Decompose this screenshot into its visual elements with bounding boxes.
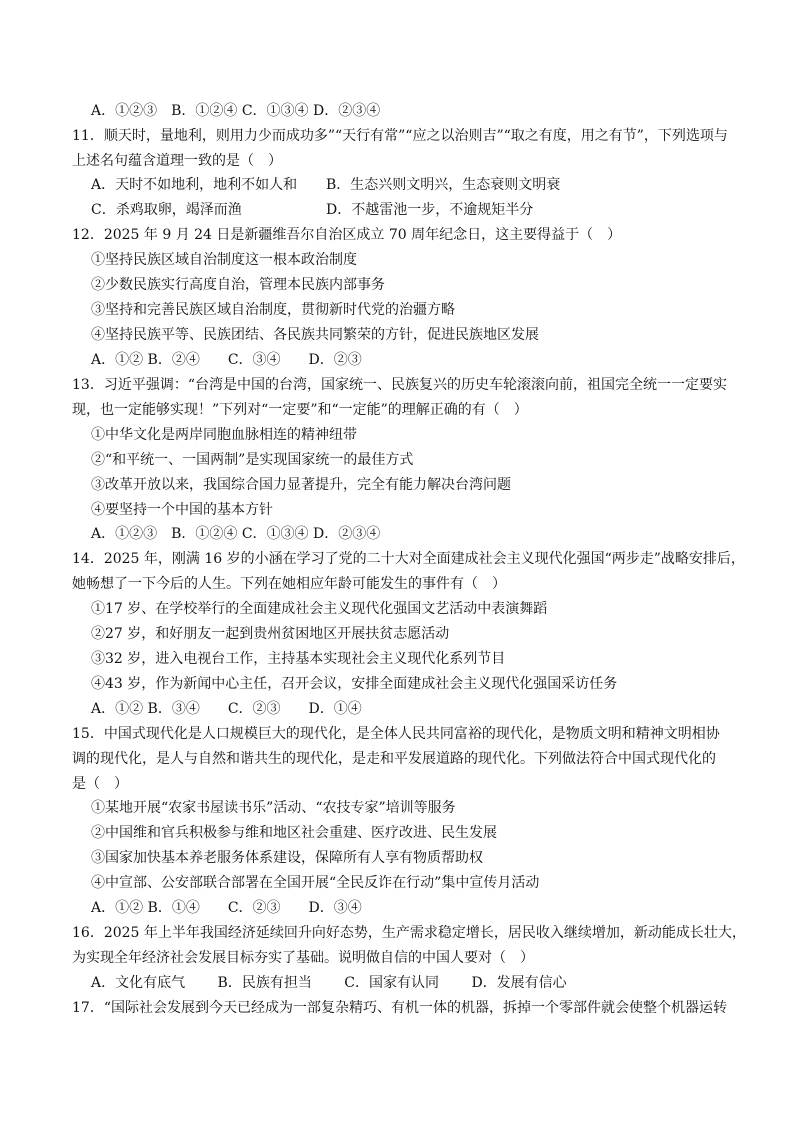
q10-options: A．①②③ B．①②④ C．①③④ D．②③④ [91, 103, 381, 119]
q12-options: A．①② B．②④ C．③④ D．②③ [91, 352, 362, 368]
q12-item-3: ③坚持和完善民族区域自治制度，贯彻新时代党的治疆方略 [91, 302, 455, 318]
q13-item-1: ①中华文化是两岸同胞血脉相连的精神纽带 [91, 427, 357, 443]
q14-options: A．①② B．③④ C．②③ D．①④ [91, 701, 362, 717]
q13-item-4: ④要坚持一个中国的基本方针 [91, 502, 273, 518]
q11-options-row-2 [91, 200, 533, 220]
q16-options: A．文化有底气 B．民族有担当 C．国家有认同 D．发展有信心 [91, 975, 567, 991]
q14-item-2: ②27 岁，和好朋友一起到贵州贫困地区开展扶贫志愿活动 [91, 626, 450, 642]
q13-item-2: ②“和平统一、一国两制”是实现国家统一的最佳方式 [91, 452, 414, 468]
q15-item-1: ①某地开展“农家书屋读书乐”活动、“农技专家”培训等服务 [91, 800, 456, 816]
q15-options: A．①② B．①④ C．②③ D．③④ [91, 900, 362, 916]
q14-stem-line-2: 她畅想了一下今后的人生。下列在她相应年龄可能发生的事件有（ ） [72, 576, 506, 592]
q16-stem-line-2: 为实现全年经济社会发展目标夯实了基础。说明做自信的中国人要对（ ） [72, 950, 534, 966]
q14-stem-line-1: 14．2025 年，刚满 16 岁的小涵在学习了党的二十大对全面建成社会主义现代化强国“两步走”战略安排后， [72, 551, 745, 567]
q12-stem: 12．2025 年 9 月 24 日是新疆维吾尔自治区成立 70 周年纪念日，这主要得益于（ ） [72, 227, 622, 243]
q11-option-d: D．不越雷池一步，不逾规矩半分 [326, 202, 534, 218]
q13-stem-line-1: 13．习近平强调：“台湾是中国的台湾，国家统一、民族复兴的历史车轮滚滚向前，祖国完全统一一定要实 [72, 377, 727, 393]
q17-stem-line-1: 17．“国际社会发展到今天已经成为一部复杂精巧、有机一体的机器，拆掉一个零部件就会使整个机器运转 [72, 1000, 727, 1016]
q11-option-a: A．天时不如地利，地利不如人和 [91, 177, 298, 193]
q12-item-1: ①坚持民族区域自治制度这一根本政治制度 [91, 252, 357, 268]
q15-item-4: ④中宣部、公安部联合部署在全国开展“全民反诈在行动”集中宣传月活动 [91, 875, 540, 891]
q13-item-3: ③改革开放以来，我国综合国力显著提升，完全有能力解决台湾问题 [91, 477, 511, 493]
q16-stem-line-1: 16．2025 年上半年我国经济延续回升向好态势，生产需求稳定增长，居民收入继续增加，新动能成长壮大， [72, 925, 746, 941]
q15-item-3: ③国家加快基本养老服务体系建设，保障所有人享有物质帮助权 [91, 850, 483, 866]
q13-stem-line-2: 现，也一定能够实现！”下列对“一定要”和“一定能”的理解正确的有（ ） [72, 402, 528, 418]
q15-stem-line-1: 15．中国式现代化是人口规模巨大的现代化，是全体人民共同富裕的现代化，是物质文明和精神文明相协 [72, 726, 720, 742]
q12-item-4: ④坚持民族平等、民族团结、各民族共同繁荣的方针，促进民族地区发展 [91, 327, 539, 343]
q11-options-row-1 [91, 175, 560, 195]
q14-item-4: ④43 岁，作为新闻中心主任，召开会议，安排全面建成社会主义现代化强国采访任务 [91, 676, 618, 692]
q14-item-1: ①17 岁、在学校举行的全面建成社会主义现代化强国文艺活动中表演舞蹈 [91, 601, 548, 617]
q15-stem-line-3: 是（ ） [72, 776, 128, 792]
q11-option-c: C．杀鸡取卵，竭泽而渔 [91, 202, 242, 218]
q11-option-b: B．生态兴则文明兴，生态衰则文明衰 [326, 177, 561, 193]
q13-options: A．①②③ B．①②④ C．①③④ D．②③④ [91, 526, 381, 542]
q15-item-2: ②中国维和官兵积极参与维和地区社会重建、医疗改进、民生发展 [91, 825, 497, 841]
q11-stem-line-2: 上述名句蕴含道理一致的是（ ） [72, 153, 282, 169]
q14-item-3: ③32 岁，进入电视台工作，主持基本实现社会主义现代化系列节目 [91, 651, 506, 667]
q11-stem-line-1: 11．顺天时，量地利，则用力少而成功多”“天行有常”“应之以治则吉”“取之有度，用之有节”，下列选项与 [72, 128, 728, 144]
q15-stem-line-2: 调的现代化，是人与自然和谐共生的现代化，是走和平发展道路的现代化。下列做法符合中国式现代化的 [72, 751, 716, 767]
q12-item-2: ②少数民族实行高度自治，管理本民族内部事务 [91, 277, 385, 293]
